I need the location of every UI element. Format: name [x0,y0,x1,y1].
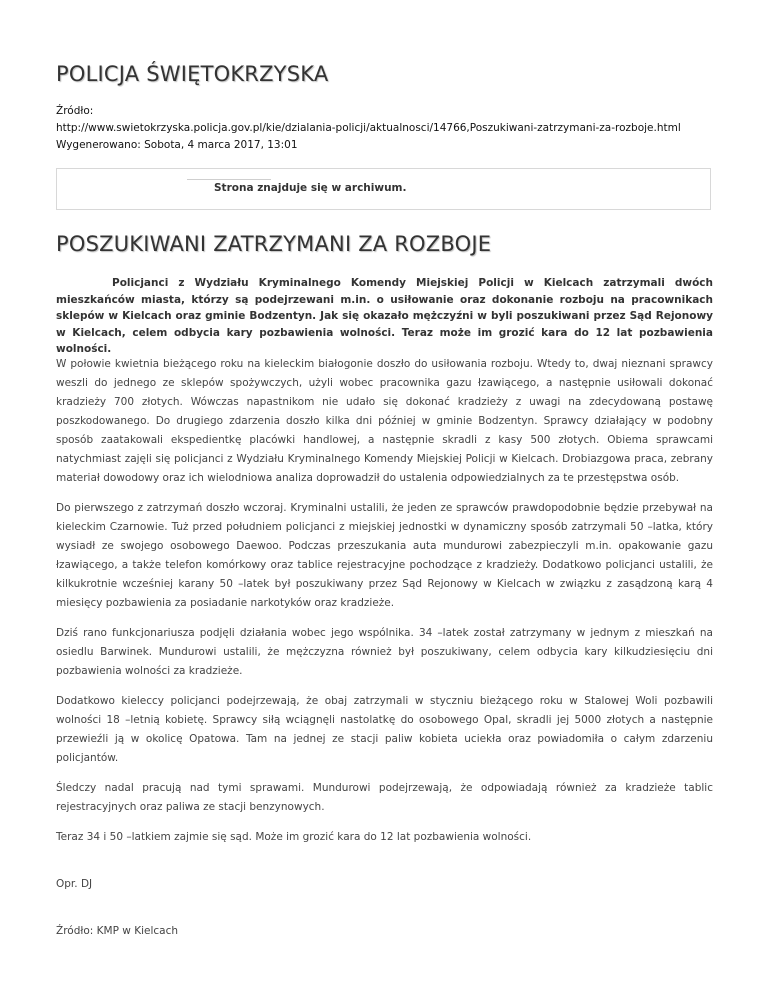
paragraph: W połowie kwietnia bieżącego roku na kieleckim białogonie doszło do usiłowania rozboju. Wtedy to, dwaj nieznani sprawcy weszli do jednego ze sklepów spożywczych, użyli wobec pracownika gazu łzawiącego, a następnie usiłowali dokonać kradzieży 700 złotych. Wówczas napastnikom nie udało się dokonać kradzieży z uwagi na zdecydowaną postawę poszkodowanego. Do drugiego zdarzenia doszło kilka dni później w gminie Bodzentyn. Sprawcy działający w podobny sposób zaatakowali ekspedientkę placówki handlowej, a następnie skradli z kasy 500 złotych. Obiema sprawcami natychmiast zajęli się policjanci z Wydziału Kryminalnego Komendy Miejskiej Policji w Kielcach. Drobiazgowa praca, zebrany materiał dowodowy oraz ich wielodniowa analiza doprowadził do ustalenia odpowiedzialnych za te przestępstwa osób. [56,358,713,484]
generated-timestamp: Wygenerowano: Sobota, 4 marca 2017, 13:01 [56,139,298,151]
paragraph: Dziś rano funkcjonariusza podjęli działania wobec jego wspólnika. 34 –latek został zatrzymany w jednym z mieszkań na osiedlu Barwinek. Mundurowi ustalili, że mężczyzna również był poszukiwany, celem odbycia kary kilkudziesięciu dni pozbawienia wolności za kradzieże. [56,627,713,677]
article-title: POSZUKIWANI ZATRZYMANI ZA ROZBOJE [56,232,492,256]
paragraph: Dodatkowo kieleccy policjanci podejrzewają, że obaj zatrzymali w styczniu bieżącego roku w Stalowej Woli pozbawili wolności 18 –letnią kobietę. Sprawcy siłą wciągnęli nastolatkę do osobowego Opal, skradli jej 5000 złotych a następnie przewieźli ją w okolicę Opatowa. Tam na jednej ze stacji paliw kobieta uciekła oraz powiadomiła o całym zdarzeniu policjantów. [56,695,713,764]
paragraph: Teraz 34 i 50 –latkiem zajmie się sąd. Może im grozić kara do 12 lat pozbawienia wolności. [56,831,532,843]
source-url[interactable]: http://www.swietokrzyska.policja.gov.pl/kie/dzialania-policji/aktualnosci/14766,Poszukiwani-zatrzymani-za-rozboje.html [56,122,681,134]
article-lead: Policjanci z Wydziału Kryminalnego Komendy Miejskiej Policji w Kielcach zatrzymali dwóch mieszkańców miasta, którzy są podejrzewani m.in. o usiłowanie oraz dokonanie rozboju na pracownikach sklepów w Kielcach oraz gminie Bodzentyn. Jak się okazało mężczyźni w byli poszukiwani przez Sąd Rejonowy w Kielcach, celem odbycia kary pozbawienia wolności. Teraz może im grozić kara do 12 lat pozbawienia wolności. [56,277,713,355]
archive-notice: Strona znajduje się w archiwum. [214,182,407,194]
article-source: Źródło: KMP w Kielcach [56,925,179,937]
article-author: Opr. DJ [56,878,93,890]
archive-notice-box [56,168,711,210]
article-body [56,355,713,952]
paragraph: Śledczy nadal pracują nad tymi sprawami. Mundurowi podejrzewają, że odpowiadają również za kradzieże tablic rejestracyjnych oraz paliwa ze stacji benzynowych. [56,782,713,813]
archive-divider [187,179,271,180]
site-title: POLICJA ŚWIĘTOKRZYSKA [56,62,329,86]
source-meta [56,103,746,154]
paragraph: Do pierwszego z zatrzymań doszło wczoraj. Kryminalni ustalili, że jeden ze sprawców prawdopodobnie będzie przebywał na kieleckim Czarnowie. Tuż przed południem policjanci z miejskiej jednostki w dynamiczny sposób zatrzymali 50 –latka, który wysiadł ze swojego osobowego Daewoo. Podczas przeszukania auta mundurowi zabezpieczyli m.in. opakowanie gazu łzawiącego, a także telefon komórkowy oraz tablice rejestracyjne pochodzące z kradzieży. Dodatkowo policjanci ustalili, że kilkukrotnie wcześniej karany 50 –latek był poszukiwany przez Sąd Rejonowy w Kielcach w związku z zasądzoną karą 4 miesięcy pozbawienia za posiadanie narkotyków oraz kradzieże. [56,502,713,609]
source-label: Źródło: [56,105,94,117]
